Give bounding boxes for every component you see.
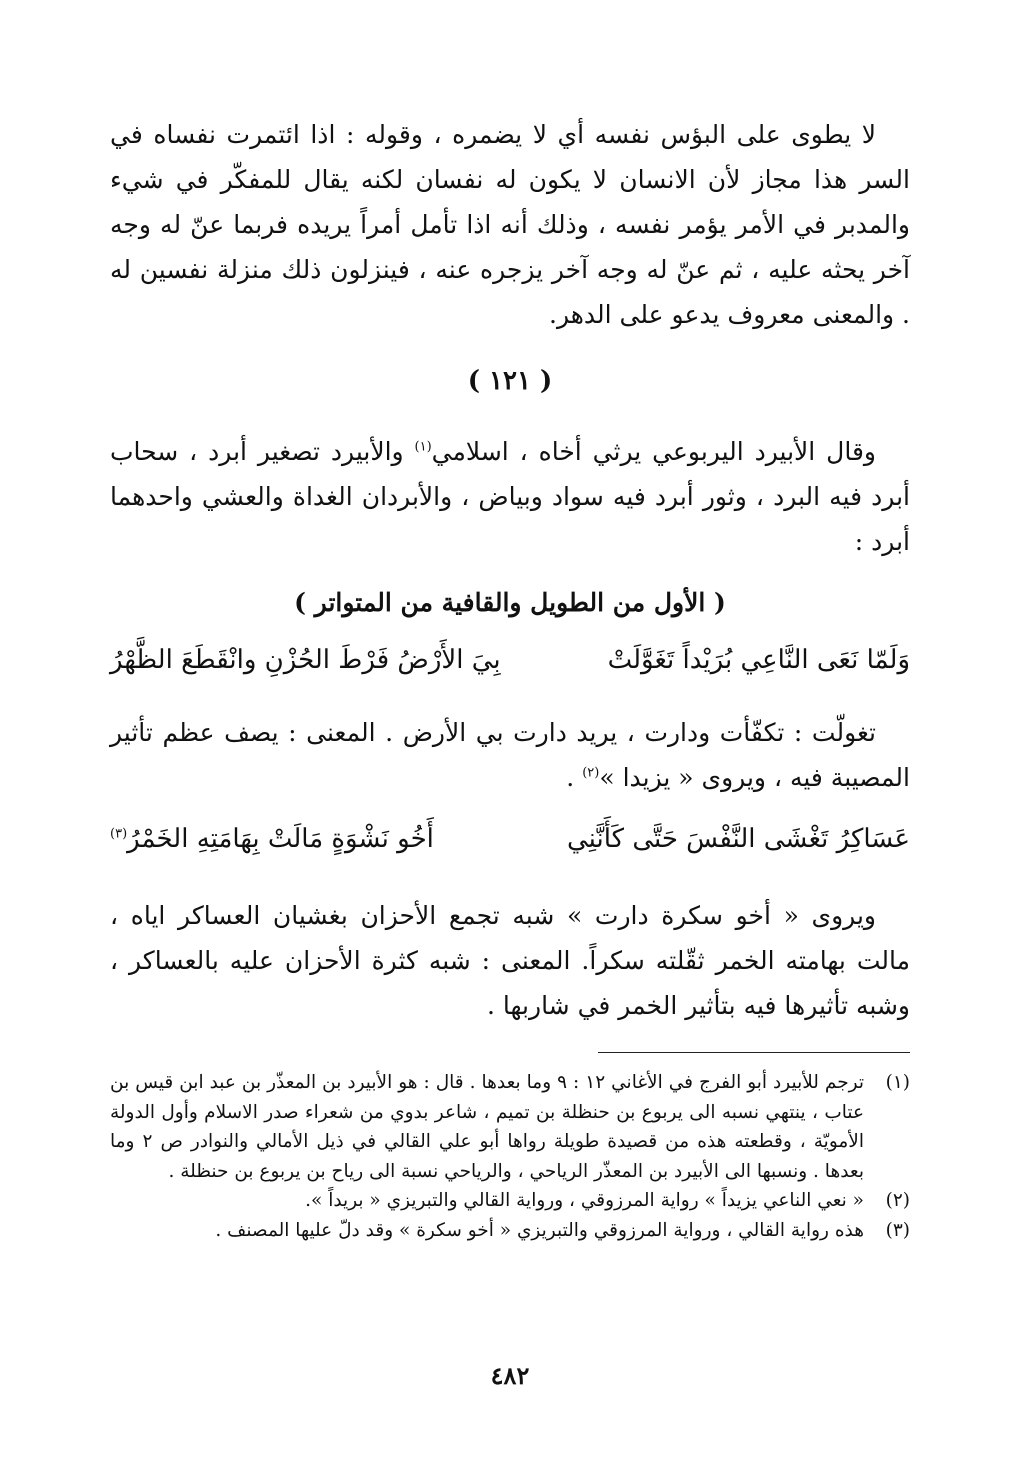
footnote-text: ترجم للأبيرد أبو الفرج في الأغاني ١٢ : ٩ وما بعدها . قال : هو الأبيرد بن المعذّر بن عبد ابن قيس بن عتاب ، ينتهي نسبه الى يربوع بن حنظلة بن تميم ، شاعر بدوي من شعراء صدر الاسلام وأول الدولة الأمويّة ، وقطعته هذه من قصيدة طويلة رواها أبو علي القالي في ذيل الأمالي والنوادر ص ٢ وما بعدها . ونسبها الى الأبيرد بن المعذّر الرياحي ، والرياحي نسبة الى رياح بن يربوع بن حنظلة . [110, 1072, 864, 1182]
verse-second-hemistich: بِيَ الأَرْضُ فَرْطَ الحُزْنِ وانْقَطَعَ الظَّهْرُ [110, 645, 501, 675]
verse-second-hemistich-text: أَخُو نَشْوَةٍ مَالَتْ بِهَامَتِهِ الخَمْرُ [127, 824, 434, 854]
verse-first-hemistich: عَسَاكِرُ تَغْشَى النَّفْسَ حَتَّى كَأَنَّنِي [567, 824, 910, 854]
intro-paragraph [110, 429, 910, 564]
footnote-text: هذه رواية القالي ، ورواية المرزوقي والتبريزي « أخو سكرة » وقد دلّ عليها المصنف . [215, 1219, 864, 1241]
footnote-ref: (١) [414, 439, 432, 455]
verse-second-hemistich [110, 824, 434, 854]
section-number: ( ١٢١ ) [467, 366, 553, 396]
verse-first-hemistich: وَلَمّا نَعَى النَّاعِي بُرَيْداً تَغَوَّلَتْ [607, 645, 910, 675]
footnote-text: « نعي الناعي يزيداً » رواية المرزوقي ، ورواية القالي والتبريزي « بريداً ». [305, 1190, 864, 1211]
page-number: ٤٨٢ [490, 1361, 530, 1390]
footnote-divider [598, 1052, 910, 1053]
commentary-text-end: . [566, 763, 583, 792]
footnote-ref: (٢) [582, 765, 600, 781]
footnote-number: (١) [885, 1072, 910, 1093]
verse-line [110, 645, 910, 695]
body-paragraph: لا يطوى على البؤس نفسه أي لا يضمره ، وقوله : اذا ائتمرت نفساه في السر هذا مجاز لأن الانسان لا يكون له نفسان لكنه يقال للمفكّر في شيء والمدبر في الأمر يؤمر نفسه ، وذلك أنه اذا تأمل أمراً يريده فربما عنّ له وجه آخر يحثه عليه ، ثم عنّ له وجه آخر يزجره عنه ، فينزلون ذلك منزلة نفسين له . والمعنى معروف يدعو على الدهر. [110, 120, 910, 329]
footnotes [110, 1068, 910, 1245]
commentary-text: تغولّت : تكفّأت ودارت ، يريد دارت بي الأرض . المعنى : يصف عظم تأثير المصيبة فيه ، ويروى « يزيدا » [110, 718, 910, 792]
footnote-number: (٢) [885, 1190, 910, 1211]
intro-text-continued: والأبيرد تصغير أبرد ، سحاب أبرد فيه البرد ، وثور أبرد فيه سواد وبياض ، والأبردان الغداة والعشي واحدهما أبرد : [110, 437, 910, 556]
footnote-ref: (٣) [110, 826, 128, 842]
commentary-paragraph [110, 710, 910, 800]
meter-title: ( الأول من الطويل والقافية من المتواتر ) [294, 588, 726, 617]
intro-text: وقال الأبيرد اليربوعي يرثي أخاه ، اسلامي [431, 437, 876, 466]
verse-line [110, 824, 910, 874]
footnote-number: (٣) [885, 1219, 910, 1241]
footnote [110, 1186, 910, 1216]
footnote [110, 1068, 910, 1186]
footnote [110, 1216, 910, 1246]
commentary-paragraph: ويروى « أخو سكرة دارت » شبه تجمع الأحزان بغشيان العساكر اياه ، مالت بهامته الخمر ثقّلته سكراً. المعنى : شبه كثرة الأحزان عليه بالعساكر ، وشبه تأثيرها فيه بتأثير الخمر في شاربها . [110, 901, 910, 1020]
